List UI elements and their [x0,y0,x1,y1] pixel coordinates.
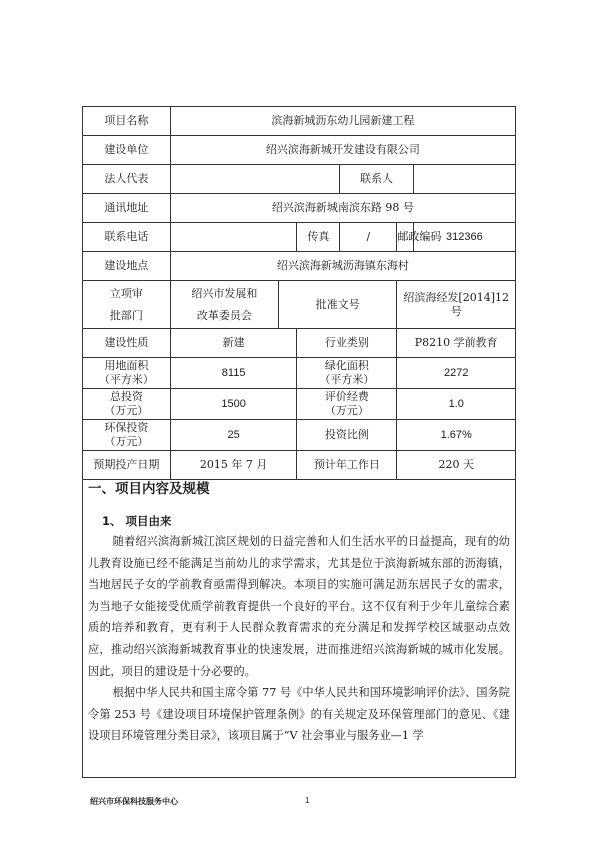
table-row [83,329,516,358]
eval-fee-label-line: 评价经费 [324,390,369,403]
legal-rep-value [170,165,339,194]
green-area-label [297,358,397,389]
table-row [83,194,516,223]
green-area-label-line: 绿化面积 [324,359,369,372]
section-heading: 一、项目内容及规模 [88,481,210,497]
industry-label: 行业类别 [297,329,397,358]
nature-label: 建设性质 [83,329,171,358]
total-invest-label-line: （万元） [104,404,149,417]
footer-org: 绍兴市环保科技服务中心 [90,797,178,806]
table-row [83,165,516,194]
env-invest-value: 25 [170,420,297,451]
invest-ratio-value: 1.67% [397,420,516,451]
site-value: 绍兴滨海新城沥海镇东海村 [170,252,515,281]
address-value: 绍兴滨海新城南滨东路 98 号 [170,194,515,223]
invest-ratio-label: 投资比例 [297,420,397,451]
phone-value [170,223,297,252]
start-date-label: 预期投产日期 [83,451,171,480]
postcode-value: 312366 [413,223,515,252]
table-row [83,252,516,281]
approval-no-value: 绍滨海经发[2014]12 号 [397,281,516,329]
green-area-label-line: （平方米） [319,373,375,386]
postcode-label: 邮政编码 [397,223,413,252]
contact-value [413,165,515,194]
total-invest-label-line: 总投资 [109,390,143,403]
project-info-table [82,106,516,480]
env-invest-label [83,420,171,451]
fax-label: 传真 [297,223,340,252]
total-invest-value: 1500 [170,389,297,420]
contact-label: 联系人 [340,165,413,194]
land-area-label-line: 用地面积 [104,359,149,372]
approval-dept-label-line: 立项审 [109,286,143,300]
paragraph: 随着绍兴滨海新城江滨区规划的日益完善和人们生活水平的日益提高，现有的幼儿教育设施已经不能满足当前幼儿的求学需求，尤其是位于滨海新城东部的沥海镇，当地居民子女的学前教育亟需得到解决。本项目的实施可满足沥东居民子女的需求，为当地子女能接受优质学前教育提供一个良好的平台。这不仅有利于少年儿童综合素质的培养和教育，更有利于人民群众教育需求的充分满足和发挥学校区域驱动点效应，推动绍兴滨海新城教育事业的快速发展，进而推进绍兴滨海新城的城市化发展。因此，项目的建设是十分必要的。 [88,535,510,678]
approval-dept-line: 绍兴市发展和 [191,286,258,300]
builder-label: 建设单位 [83,136,171,165]
legal-rep-label: 法人代表 [83,165,171,194]
env-invest-label-line: （万元） [104,435,149,448]
address-label: 通讯地址 [83,194,171,223]
project-name-value: 滨海新城沥东幼儿园新建工程 [170,107,515,136]
approval-no-label: 批准文号 [279,281,397,329]
eval-fee-label [297,389,397,420]
table-row [83,451,516,480]
env-invest-label-line: 环保投资 [104,421,149,434]
table-row [83,281,516,329]
eval-fee-label-line: （万元） [324,404,369,417]
phone-label: 联系电话 [83,223,171,252]
nature-value: 新建 [170,329,297,358]
approval-dept-value [170,281,278,329]
land-area-value: 8115 [170,358,297,389]
table-row [83,136,516,165]
land-area-label-line: （平方米） [98,373,154,386]
work-days-label: 预计年工作日 [297,451,397,480]
approval-dept-line: 改革委员会 [196,308,252,322]
green-area-value: 2272 [397,358,516,389]
approval-dept-label [83,281,171,329]
fax-value: / [340,223,397,252]
page-number: 1 [305,796,310,805]
eval-fee-value: 1.0 [397,389,516,420]
table-row [83,420,516,451]
builder-value: 绍兴滨海新城开发建设有限公司 [170,136,515,165]
approval-dept-label-line: 批部门 [109,308,143,322]
site-label: 建设地点 [83,252,171,281]
project-name-label: 项目名称 [83,107,171,136]
start-date-value: 2015 年 7 月 [170,451,297,480]
sub-heading: 1、 项目由来 [102,514,172,528]
total-invest-label [83,389,171,420]
work-days-value: 220 天 [397,451,516,480]
paragraph: 根据中华人民共和国主席令第 77 号《中华人民共和国环境影响评价法》、国务院令第 253 号《建设项目环境保护管理条例》的有关规定及环保管理部门的意见、《建设项目环境管理分类目录》，该项目属于“Ⅴ 社会事业与服务业—1 学 [88,686,510,743]
table-row [83,223,516,252]
table-row [83,358,516,389]
industry-value: P8210 学前教育 [397,329,516,358]
land-area-label [83,358,171,389]
table-row [83,107,516,136]
section-content [88,480,510,747]
table-row [83,389,516,420]
